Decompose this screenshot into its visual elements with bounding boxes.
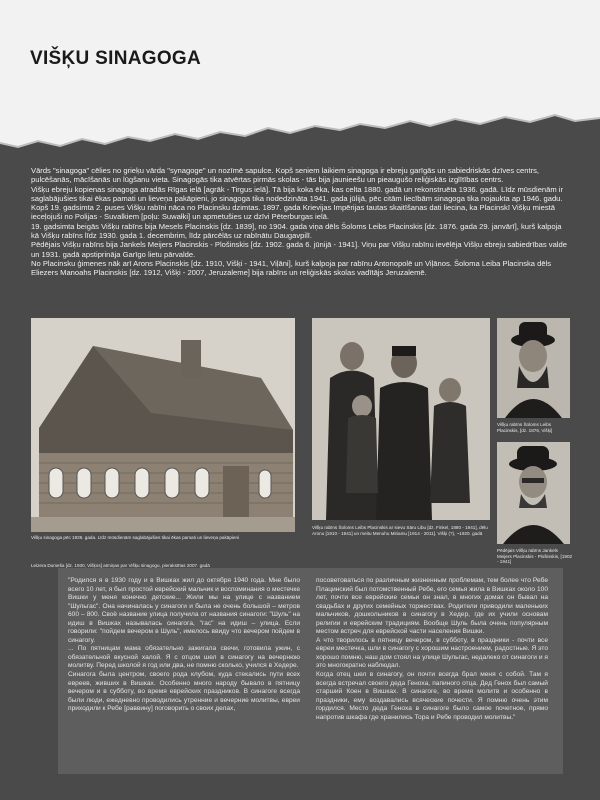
memoir-paragraph: Синагога была центром, своего рода клубом, куда стекались пути всех евреев, живших в Вишках. Особенно много народу бывало в пятницу вечером и в субботу, во время еврейских праздников. В синагоге всегда были люди, ежедневно проводились утренние и вечерние молитвы, евреи приходили к Ребе [раввину] поговорить о своих делах,: [68, 671, 300, 713]
intro-paragraph: Višķu ebreju kopienas sinagoga atradās Rīgas ielā [agrāk - Tirgus ielā]. Tā bija koka ēka, kas celta 1880. gadā un rekonstruēta 1936. gadā. Līdz mūsdienām ir saglabājušies tikai ēkas pamati un lieveņa pakāpieni, jo sinagoga tika nodedzināta 1941. gada jūlijā, pēc citām liecībām sinagoga tika nojaukta ap 1946. gadu.: [31, 184, 564, 203]
synagogue-caption: Višķu sinagoga pēc 1936. gada. Līdz mūsdienām saglabājušies tikai ēkas pamati un lieveņa pakāpieni: [31, 535, 240, 540]
torn-paper-header: [0, 0, 600, 150]
memoir-left-column: [68, 577, 300, 714]
rabbi-portrait-2: [497, 442, 570, 544]
memoir-paragraph: посоветоваться по различным жизненным проблемам, тем более что Ребе Плацинский был потомственный Ребе, его семья жила в Вишках около 100 лет, почти все еврейские семьи он знал, в многих домах он бывал на свадьбах и других семейных торжествах. Родители приводили маленьких мальчиков, дошкольников в синагогу в Хедер, где их учили основам религии и еврейским традициям. Вообще Шуль была очень популярным местом встреч для еврейской части населения Вишки.: [316, 577, 548, 636]
intro-paragraph: No Placinsku ģimenes nāk arī Arons Placinskis [dz. 1910, Višķi - 1941, Viļāni], kurš kalpoja par rabīnu Antonopolē un Viļānos. Šoloma Leiba Placinska dēls Eliezers Manoahs Placinskis [dz. 1912, Višķi - 2007, Jeruzaleme] bija rabīns un reliģiskās skolas vadītājs Jeruzalemē.: [31, 258, 552, 278]
synagogue-source-caption: Leizera Dumeša [dz. 1930, Višķos] atmiņas par Višķu sinagogu, pierakstītas 2007. gadā: [31, 563, 210, 568]
family-caption: Višķu rabīns Šoloms Leibs Placinskis ar sievu Sāru Libu [dz. Finkel, 1880 - 1941], dēlu Aronu [1910 - 1941] un meitu Menuhu Miriamu [1914 - 2011]. Višķi (?), ~1920. gadā: [312, 525, 488, 536]
intro-paragraph: Kopš 19. gadsimta 2. puses Višķu rabīni nāca no Placinsku dzimtas. 1897. gada Krievijas Impērijas tautas skaitīšanas dati liecina, ka Placinskī Višķu miestā ieceļojuši no Polijas - Suvalkiem [poļu: Suwałki] un apmetušies uz dzīvi Pēterburgas ielā.: [31, 203, 555, 222]
memoir-paragraph: Когда отец шел в синагогу, он почти всегда брал меня с собой. Там я всегда встречал своего деда Геноха, папиного отца. Дед Генох был самый старший Коен в Вишках. В синагоге, во время молитв и особенно в праздники, ему воздавались всяческие почести. Я помню очень этим гордился. Место деда Геноха в синагоге было самое почетное, прямо напротив шкафа где хранились Тора и Ребе проводил молитвы.": [316, 671, 548, 721]
intro-text: [31, 166, 571, 278]
memoir-right-column: [316, 577, 548, 722]
rabbi-portrait-1: [497, 318, 570, 418]
rabbi2-caption: Pēdējais Višķu rabīns Jankels Meijers Placinskis - Plošinskis, [1902 - 1941]: [497, 548, 573, 565]
rabbi1-caption: Višķu rabīns Šoloms Leibs Placinskis, [dz. 1876, Višķi]: [497, 422, 553, 433]
synagogue-photo: [31, 318, 295, 532]
intro-paragraph: Vārds "sinagoga" cēlies no grieķu vārda "synagoge" un nozīmē sapulce. Kopš seniem laikiem sinagoga ir ebreju garīgās un sabiedriskās dzīves centrs, pulcēšanās, mācīšanās un lūgšanu vieta. Sinagogās tika atvērtas pirmās skolas - tās bija jaunieešu un pieaugušo reliģiskās izglītības centrs.: [31, 166, 540, 185]
intro-paragraph: Pēdējais Višķu rabīns bija Jankels Meijers Placinskis - Plošinskis [dz. 1902. gada 6. jūnijā - 1941]. Viņu par Višķu rabīnu ievēlēja Višķu ebreju sabiedrības valde un 1931. gadā apstiprināja Garīgo lietu pārvalde.: [31, 240, 567, 259]
memoir-paragraph: ... По пятницам мама обязательно зажигала свечи, готовила ужин, с обязательной вкусной халой. Я с отцом шел в синагогу на вечернюю молитву. Перед школой я год или два, не помню сколько, учился в Хедере.: [68, 645, 300, 670]
intro-paragraph: 19. gadsimta beigās Višķu rabīns bija Mesels Placinskis [dz. 1839], no 1904. gada viņa dēls Šoloms Leibs Placinskis [dz. 1876. gada 29. janvārī], kurš kalpoja kā Višķu rabīns līdz 1930. gada 1. decembrim, līdz pārcēlās uz rabīnātu Daugavpilī.: [31, 221, 562, 241]
page-title: VIŠĶU SINAGOGA: [30, 48, 201, 69]
memoir-paragraph: "Родился я в 1930 году и в Вишках жил до октября 1940 года. Мне было всего 10 лет, я был простой еврейский мальчик и воспоминания о местечке Вишки у меня конечно детские... Жили мы на улице с названием "Шульгас". Она начиналась у синагоги и была не очень большой – метров 600 – 800. Своё название улица получила от названия синагоги: "Шуль" на идиш в Вишках называлась синагога, "гас" на идиш – улица. Если говорили: "пойдем вечером в Шуль", имелось ввиду что вечером пойдем в синагогу.: [68, 577, 300, 644]
family-photo: [312, 318, 490, 520]
memoir-paragraph: А что творилось в пятницу вечером, в субботу, в праздники - почти все евреи местечка, шли в синагогу с хорошим настроением, радостные. Я это хорошо помню, наш дом стоял на улице Шульгас, недалеко от синагоги и я это многократно наблюдал.: [316, 636, 548, 670]
